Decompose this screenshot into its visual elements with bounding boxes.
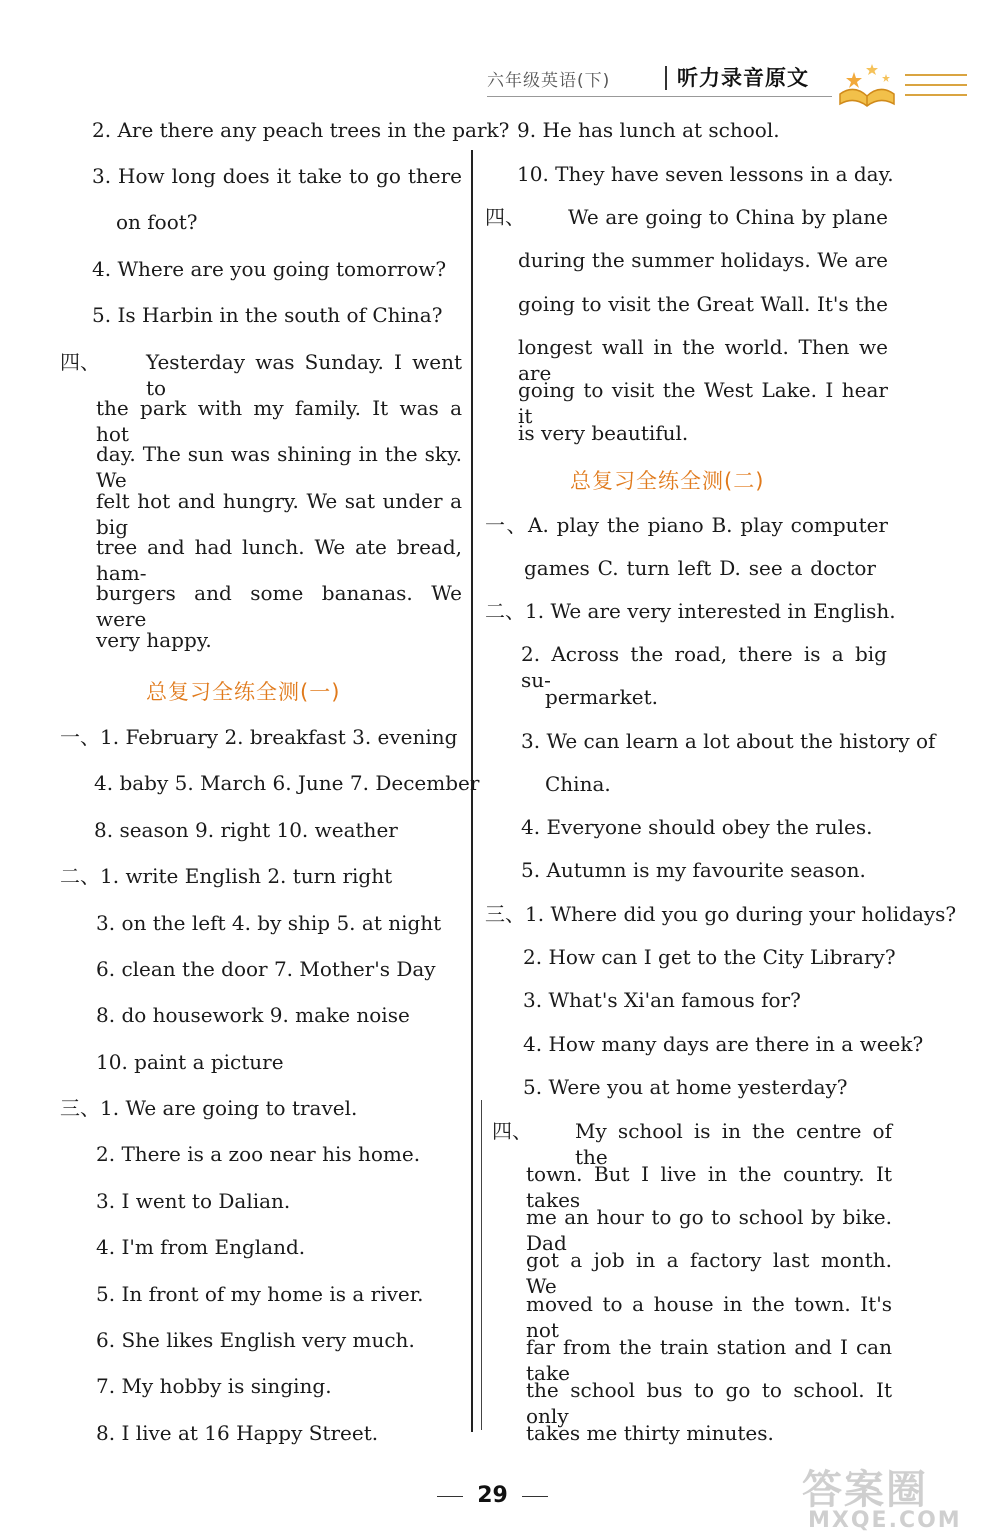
book-logo-icon [832,60,902,112]
text-line: permarket. [545,685,658,709]
section-heading: 总复习全练全测(一) [146,680,341,704]
section-label: 四、 [60,350,100,374]
text-line: 8. season 9. right 10. weather [94,818,398,842]
text-line: China. [545,772,611,796]
header-separator [665,66,667,90]
text-line: 2. Across the road, there is a big su- [521,642,887,692]
text-line: 5. Is Harbin in the south of China? [92,303,443,327]
watermark [790,1458,985,1536]
text-line: 3. I went to Dalian. [96,1189,291,1213]
text-line: day. The sun was shining in the sky. We [96,442,462,492]
text-line: the school bus to go to school. It only [526,1378,892,1428]
text-line: far from the train station and I can take [526,1335,892,1385]
text-line: Yesterday was Sunday. I went to [146,350,462,400]
text-line: 2. Are there any peach trees in the park? [92,118,510,142]
text-line: 5. In front of my home is a river. [96,1282,424,1306]
text-line: felt hot and hungry. We sat under a big [96,489,462,539]
text-line: 8. I live at 16 Happy Street. [96,1421,379,1445]
text-line: 5. Autumn is my favourite season. [521,858,866,882]
text-line: 4. baby 5. March 6. June 7. December [94,771,480,795]
header-rule [487,96,832,97]
text-line: going to visit the West Lake. I hear it [518,378,888,428]
header-stripe [905,84,967,86]
section-label: 四、 [492,1119,532,1143]
text-line: during the summer holidays. We are [518,248,888,272]
page-number-value: 29 [477,1483,508,1508]
book-title: 六年级英语(下) [487,71,611,91]
text-line: games C. turn left D. see a doctor [524,556,876,580]
text-line: 3. How long does it take to go there [92,164,462,188]
text-line: moved to a house in the town. It's not [526,1292,892,1342]
text-line: me an hour to go to school by bike. Dad [526,1205,892,1255]
text-line: 10. They have seven lessons in a day. [517,162,894,186]
text-line: 3. on the left 4. by ship 5. at night [96,911,442,935]
text-line: 3. What's Xi'an famous for? [523,988,801,1012]
section-heading: 总复习全练全测(二) [570,469,765,493]
text-line: 4. Where are you going tomorrow? [92,257,447,281]
page-number-dash [437,1496,463,1497]
text-line: on foot? [116,210,198,234]
text-line: 10. paint a picture [96,1050,284,1074]
text-line: 8. do housework 9. make noise [96,1003,410,1027]
text-line: the park with my family. It was a hot [96,396,462,446]
header-stripe [905,74,967,76]
text-line: town. But I live in the country. It takes [526,1162,892,1212]
text-line: longest wall in the world. Then we are [518,335,888,385]
text-line: 7. My hobby is singing. [96,1374,332,1398]
text-line: very happy. [96,628,212,652]
column-divider-secondary [481,1100,482,1430]
text-line: 一、1. February 2. breakfast 3. evening [60,725,458,749]
text-line: 2. There is a zoo near his home. [96,1142,421,1166]
section-label: 四、 [485,205,525,229]
text-line: burgers and some bananas. We were [96,581,462,631]
text-line: 9. He has lunch at school. [517,118,780,142]
text-line: 2. How can I get to the City Library? [523,945,896,969]
text-line: We are going to China by plane [568,205,888,229]
text-line: 6. clean the door 7. Mother's Day [96,957,436,981]
text-line: 二、1. We are very interested in English. [485,599,896,623]
section-title: 听力录音原文 [677,66,809,90]
text-line: 3. We can learn a lot about the history of [521,729,936,753]
text-line: takes me thirty minutes. [526,1421,774,1445]
text-line: My school is in the centre of the [575,1119,892,1169]
text-line: got a job in a factory last month. We [526,1248,892,1298]
text-line: 三、1. Where did you go during your holidays? [485,902,957,926]
page-number-dash [522,1496,548,1497]
page-header [487,60,967,112]
watermark-text: 答案圈 [802,1467,928,1513]
text-line: 5. Were you at home yesterday? [523,1075,848,1099]
text-line: 二、1. write English 2. turn right [60,864,393,888]
text-line: going to visit the Great Wall. It's the [518,292,888,316]
text-line: 4. How many days are there in a week? [523,1032,924,1056]
text-line: is very beautiful. [518,421,689,445]
text-line: tree and had lunch. We ate bread, ham- [96,535,462,585]
watermark-url: MXQE.COM [808,1508,962,1533]
text-line: 4. Everyone should obey the rules. [521,815,873,839]
text-line: 6. She likes English very much. [96,1328,415,1352]
text-line: 一、A. play the piano B. play computer [485,513,888,537]
text-line: 三、1. We are going to travel. [60,1096,358,1120]
text-line: 4. I'm from England. [96,1235,306,1259]
header-stripe [905,94,967,96]
